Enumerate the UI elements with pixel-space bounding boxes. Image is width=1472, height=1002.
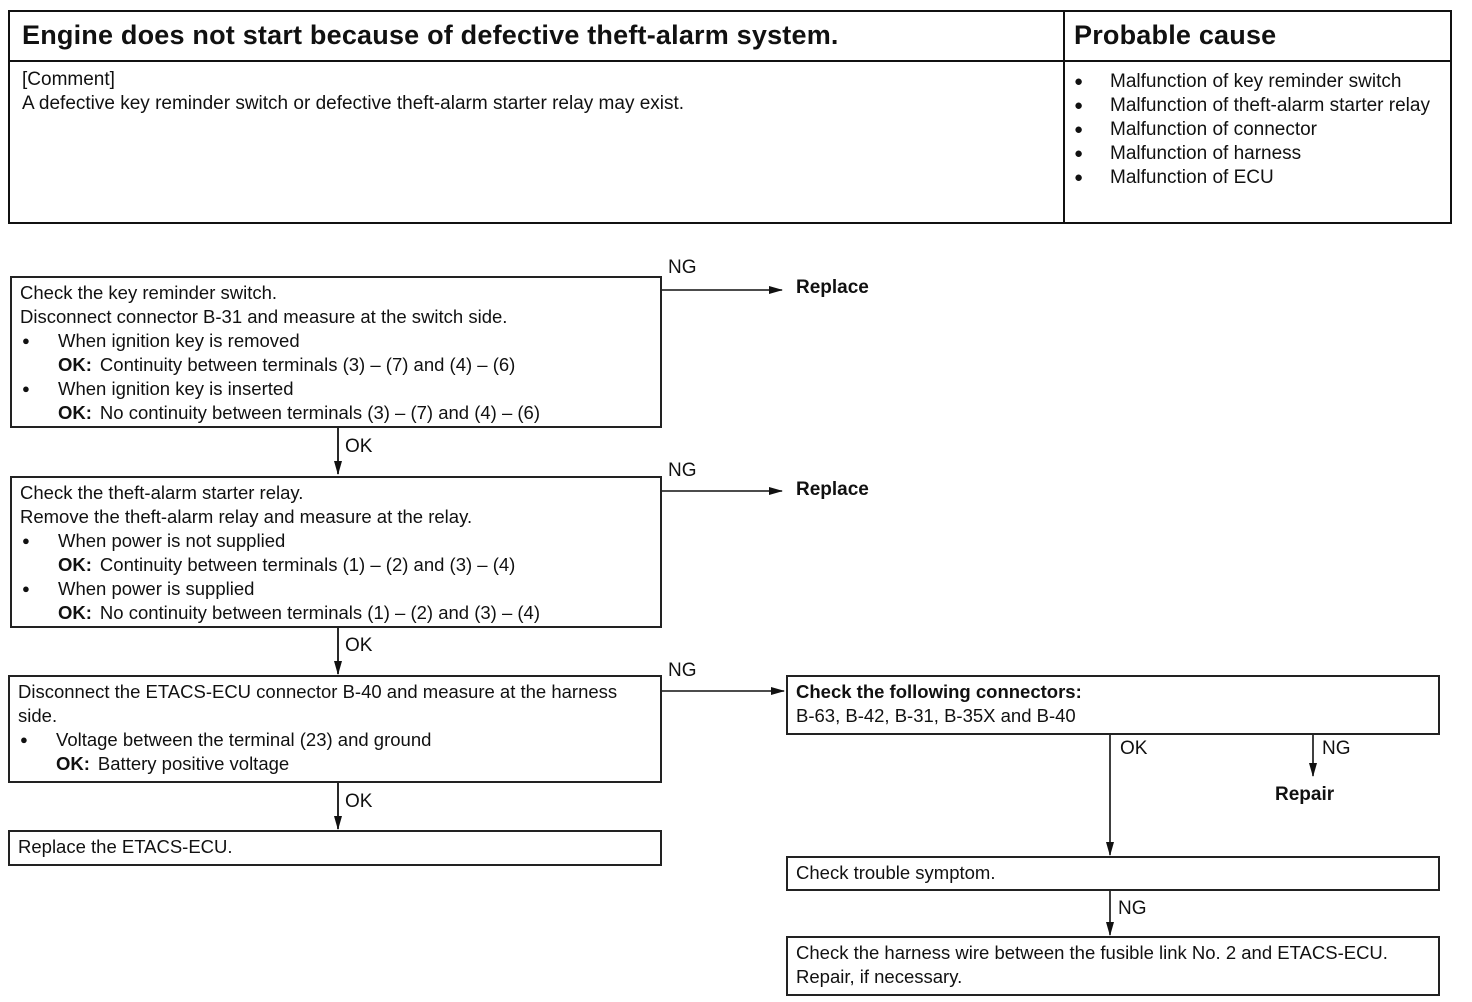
step3-line1: Disconnect the ETACS-ECU connector B-40 and measure at the harness side. [18,681,618,726]
ok-text: No continuity between terminals (3) – (7) and (4) – (6) [99,402,541,423]
step-check-connectors [786,675,1440,735]
step1-ok2 [20,401,652,425]
ok-label: OK: [58,354,92,375]
ok-label-step2: OK [345,635,373,656]
ok-label: OK: [58,402,92,423]
connectors-list: B-63, B-42, B-31, B-35X and B-40 [796,705,1076,726]
step-check-harness-wire [786,936,1440,996]
ok-text: Continuity between terminals (1) – (2) and (3) – (4) [99,554,516,575]
probable-cause-heading: Probable cause [1074,20,1277,50]
ok-label-connectors: OK [1120,738,1148,759]
step-etacs-connector-measure [8,675,662,783]
step1-line1: Check the key reminder switch. [20,282,278,303]
step4-text: Replace the ETACS-ECU. [18,836,233,857]
ng-label-step3: NG [668,660,697,681]
ok-text: Battery positive voltage [97,753,290,774]
result-replace-relay: Replace [796,479,869,500]
harness-text: Check the harness wire between the fusible link No. 2 and ETACS-ECU. Repair, if necessary. [796,942,1388,987]
cause-item: ● Malfunction of harness [1074,142,1446,166]
cause-item: ● Malfunction of ECU [1074,166,1446,190]
step2-ok2 [20,601,652,625]
step2-condition2: ● When power is supplied [20,577,652,601]
ok-text: Continuity between terminals (3) – (7) and (4) – (6) [99,354,516,375]
ng-label-step1: NG [668,257,697,278]
ok-label: OK: [58,554,92,575]
step1-condition2: ● When ignition key is inserted [20,377,652,401]
step1-ok1 [20,353,652,377]
step3-ok1 [18,752,652,776]
symptom-text: Check trouble symptom. [796,862,996,883]
step-check-key-reminder-switch [10,276,662,428]
ng-label-step2: NG [668,460,697,481]
result-repair: Repair [1275,784,1335,805]
step3-condition1: ● Voltage between the terminal (23) and ground [18,728,652,752]
result-replace-switch: Replace [796,277,869,298]
ok-label-step1: OK [345,436,373,457]
ok-label: OK: [56,753,90,774]
comment-text: A defective key reminder switch or defective theft-alarm starter relay may exist. [22,93,685,114]
ok-label: OK: [58,602,92,623]
comment-label: [Comment] [22,69,115,90]
cause-item: ● Malfunction of key reminder switch [1074,70,1446,94]
step2-line1: Check the theft-alarm starter relay. [20,482,304,503]
step1-condition1: ● When ignition key is removed [20,329,652,353]
ok-label-step3: OK [345,791,373,812]
step2-condition1: ● When power is not supplied [20,529,652,553]
step-check-trouble-symptom [786,856,1440,891]
ng-label-connectors: NG [1322,738,1351,759]
cause-item: ● Malfunction of connector [1074,118,1446,142]
cause-item: ● Malfunction of theft-alarm starter relay [1074,94,1446,118]
step1-line2: Disconnect connector B-31 and measure at the switch side. [20,306,508,327]
ng-label-symptom: NG [1118,898,1147,919]
ok-text: No continuity between terminals (1) – (2) and (3) – (4) [99,602,541,623]
step-check-starter-relay [10,476,662,628]
connectors-title: Check the following connectors: [796,681,1082,702]
page-title: Engine does not start because of defective theft-alarm system. [22,20,839,50]
step-replace-etacs-ecu [8,830,662,866]
step2-ok1 [20,553,652,577]
step2-line2: Remove the theft-alarm relay and measure at the relay. [20,506,473,527]
